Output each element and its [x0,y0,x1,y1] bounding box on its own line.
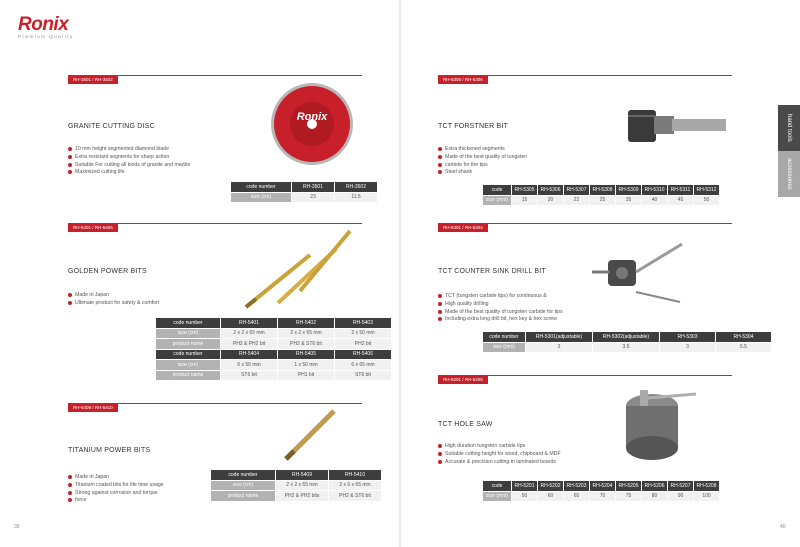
feature-item: Titanium coated bits for life time usage [68,482,164,488]
table-cell: 2 x 50 mm [335,329,391,339]
page-number-left: 39 [14,524,20,530]
countersink-bit-image [590,232,690,312]
page-number-right: 40 [780,524,786,530]
feature-item: Extra resistant segments for sharp action [68,154,190,160]
table-row [483,185,719,195]
table-cell: PH2 & PH2 bit [221,339,277,349]
table-cell: 50 [694,196,719,206]
table-cell: 3.5 [593,343,659,353]
section-bar-granite [68,68,362,82]
table-header-cell: code [483,185,511,195]
table-header-cell: RH-5202 [538,481,563,491]
table-row [156,350,391,360]
table-header-cell: code number [483,332,525,342]
feature-list-titanium [68,474,164,505]
table-row [156,339,391,349]
table-header-cell: RH-5404 [221,350,277,360]
table-row [483,492,719,502]
table-cell: 20 [538,196,563,206]
table-header-cell: RH-5207 [668,481,693,491]
table-row [231,182,377,192]
table-row-label: size (mm) [483,492,511,502]
feature-list-countersink [438,293,563,324]
table-header-cell: code number [156,350,220,360]
table-header-cell: RH-5208 [694,481,719,491]
table-cell: PH2 & ST6 bit [278,339,334,349]
table-cell: ST6 bit [221,371,277,381]
table-cell: ST6 bit [335,371,391,381]
table-row [156,360,391,370]
table-cell: 22 [564,196,589,206]
table-row-label: size (cm) [231,193,291,203]
table-cell: 25 [590,196,615,206]
table-cell: 6 x 50 mm [221,360,277,370]
product-title-titanium: TITANIUM POWER BITS [68,447,151,454]
table-header-cell: RH-5403 [335,318,391,328]
table-cell: PH1 bit [278,371,334,381]
brand-tagline: Premium Quality [18,34,74,39]
brand-logo [18,14,74,39]
table-row-label: size (cm) [211,481,275,491]
feature-item: Made in Japan [68,474,164,480]
table-row-label: size (mm) [483,343,525,353]
table-header-cell: RH-5206 [642,481,667,491]
feature-list-golden [68,292,159,308]
table-cell: 80 [642,492,667,502]
table-cell: 5.5 [716,343,771,353]
section-range: RH-5409 / RH-5410 [68,404,118,412]
table-cell: 50 [512,492,537,502]
tab-label: hand tools [786,114,792,142]
table-header-cell: RH-3501 [292,182,334,192]
table-header-cell: RH-5304 [716,332,771,342]
table-cell: 11.5 [335,193,377,203]
table-header-cell: RH-5203 [564,481,589,491]
table-row [231,193,377,203]
brand-name: Ronix [18,14,69,35]
table-cell: 90 [668,492,693,502]
table-header-cell: RH-3502 [335,182,377,192]
spec-table-golden [155,317,392,381]
table-cell: PH2 bit [335,339,391,349]
table-row [211,481,381,491]
feature-item: Suitable For cutting all kinds of granite and marble [68,162,190,168]
table-cell: 2 x 2 x 65 mm [278,329,334,339]
side-tabs [778,105,800,197]
spec-table-titanium [210,469,382,502]
product-title-countersink: TCT COUNTER SINK DRILL BIT [438,268,546,275]
table-row-label: size (cm) [156,360,220,370]
section-bar-golden [68,216,362,230]
spec-table-granite [230,181,378,203]
table-header-cell: RH-5302(adjustable) [593,332,659,342]
section-bar-titanium [68,396,362,410]
product-title-golden: GOLDEN POWER BITS [68,268,147,275]
table-row [156,371,391,381]
table-cell: 6 x 65 mm [335,360,391,370]
table-row-label: product name [156,339,220,349]
section-bar-countersink [438,216,732,230]
feature-item: carbide for the tips [438,162,527,168]
feature-item: Suitable cutting height for wood, chipboard & MDF [438,451,561,457]
table-header-cell: RH-5204 [590,481,615,491]
table-cell: 23 [292,193,334,203]
tab-hand-tools[interactable] [778,105,800,151]
table-header-cell: RH-5205 [616,481,641,491]
feature-list-granite [68,146,190,177]
table-header-cell: RH-5308 [590,185,615,195]
table-row [156,329,391,339]
forstner-bit-image [620,102,730,152]
tab-label: accessories [786,158,792,190]
feature-item: Extra thickened segments [438,146,527,152]
section-range: RH-3501 / RH-3502 [68,76,118,84]
feature-list-holesaw [438,443,561,466]
table-cell: 3 [660,343,715,353]
table-header-cell: RH-5401 [221,318,277,328]
table-cell: 45 [668,196,693,206]
table-header-cell: RH-5303 [660,332,715,342]
table-cell: 65 [564,492,589,502]
table-cell: PH2 & PH2 bits [276,491,328,501]
table-header-cell: RH-5307 [564,185,589,195]
feature-item: High duration tungsten carbide tips [438,443,561,449]
table-header-cell: code number [231,182,291,192]
table-cell: 75 [616,492,641,502]
feature-item: Steel shank [438,169,527,175]
table-row [483,343,771,353]
feature-item: Accurate & precision cutting in laminated boards [438,459,561,465]
table-header-cell: RH-5405 [278,350,334,360]
table-header-cell: RH-5305 [512,185,537,195]
table-header-cell: RH-5301(adjustable) [526,332,592,342]
table-cell: 3 [526,343,592,353]
table-row-label: product name [211,491,275,501]
spec-table-countersink [482,331,772,353]
table-cell: 60 [538,492,563,502]
table-header-cell: code number [211,470,275,480]
table-cell: 2 x 6 x 65 mm [329,481,381,491]
feature-item: Ultimate product for safety & comfort [68,300,159,306]
product-title-granite: GRANITE CUTTING DISC [68,123,155,130]
table-cell: PH2 & ST6 bit [329,491,381,501]
titanium-bit-image [280,405,340,465]
feature-item: Strong against corrosion and torque [68,490,164,496]
table-cell: 1 x 50 mm [278,360,334,370]
table-cell: 70 [590,492,615,502]
hole-saw-image [610,380,700,470]
svg-text:Ronix: Ronix [296,111,328,123]
table-header-cell: RH-5311 [668,185,693,195]
table-row [156,318,391,328]
section-bar-forstner [438,68,732,82]
section-range: RH-5305 / RH-5306 [438,76,488,84]
section-bar-holesaw [438,368,732,382]
product-title-holesaw: TCT HOLE SAW [438,421,493,428]
table-cell: 100 [694,492,719,502]
table-header-cell: RH-5310 [642,185,667,195]
feature-list-forstner [438,146,527,177]
table-cell: 2 x 2 x 65 mm [221,329,277,339]
granite-disc-image [270,82,354,166]
table-header-cell: code [483,481,511,491]
feature-item: force [68,497,164,503]
spec-table-holesaw [482,480,720,502]
table-cell: 15 [512,196,537,206]
table-header-cell: RH-5312 [694,185,719,195]
table-cell: 2 x 2 x 65 mm [276,481,328,491]
table-header-cell: code number [156,318,220,328]
table-row [483,332,771,342]
golden-bits-image [238,225,358,315]
table-header-cell: RH-5409 [276,470,328,480]
table-row [211,491,381,501]
section-range: RH-5201 / RH-5208 [438,376,488,384]
feature-item: Including extra long drill bit, hex key & hex screw [438,316,563,322]
table-cell: 35 [616,196,641,206]
section-range: RH-5301 / RH-5304 [438,224,488,232]
feature-item: TCT (tungsten carbide tips) for continuous & [438,293,563,299]
table-cell: 40 [642,196,667,206]
table-header-cell: RH-5402 [278,318,334,328]
product-title-forstner: TCT FORSTNER BIT [438,123,508,130]
table-row [211,470,381,480]
table-row-label: size (cm) [156,329,220,339]
feature-item: 10 mm height segmented diamond blade [68,146,190,152]
table-header-cell: RH-5410 [329,470,381,480]
table-row-label: product name [156,371,220,381]
feature-item: Made in Japan [68,292,159,298]
table-header-cell: RH-5201 [512,481,537,491]
feature-item: Made of the best quality of tungsten [438,154,527,160]
table-row [483,481,719,491]
table-row [483,196,719,206]
feature-item: Made of the best quality of tungsten carbide for tips [438,309,563,315]
section-range: RH-5401 / RH-5406 [68,224,118,232]
tab-accessories[interactable] [778,151,800,197]
page-spine [398,0,402,547]
spec-table-forstner [482,184,720,206]
table-header-cell: RH-5406 [335,350,391,360]
table-header-cell: RH-5309 [616,185,641,195]
table-row-label: size (mm) [483,196,511,206]
feature-item: Maximized cutting life [68,169,190,175]
table-header-cell: RH-5306 [538,185,563,195]
feature-item: High quality drilling [438,301,563,307]
